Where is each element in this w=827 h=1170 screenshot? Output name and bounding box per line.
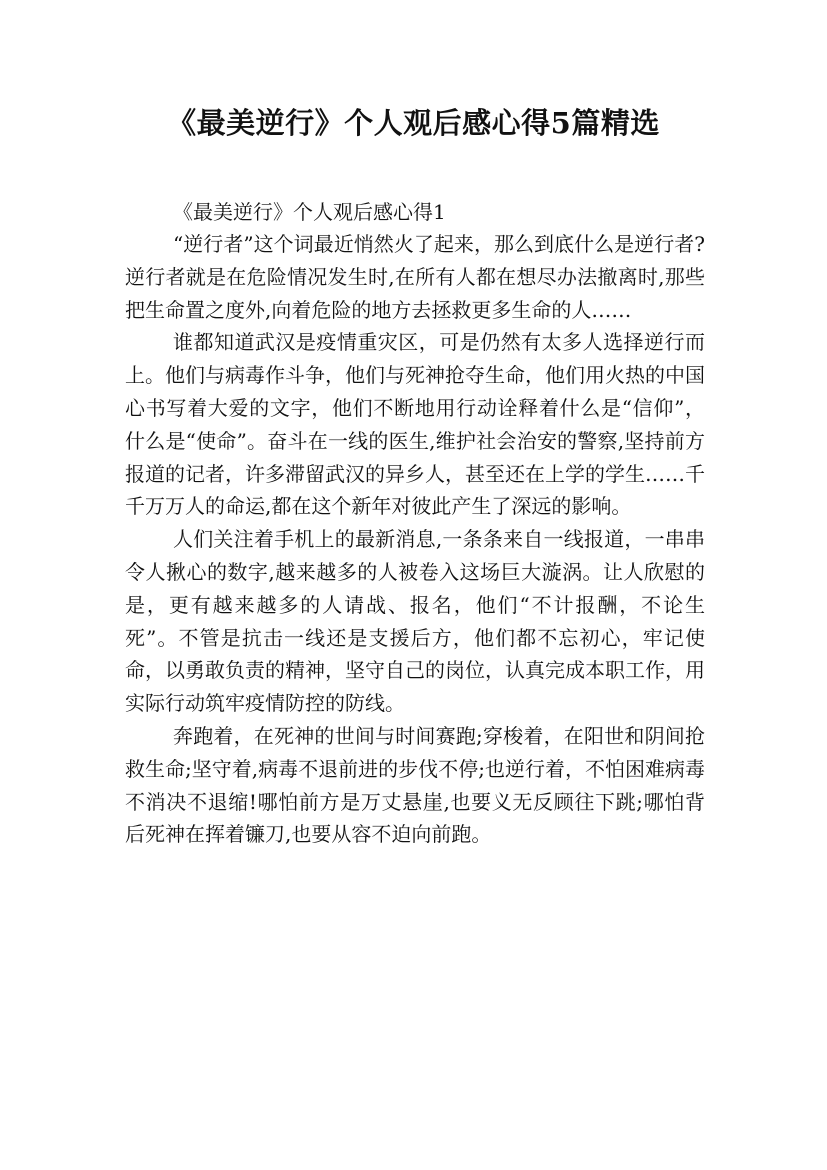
paragraph: 谁都知道武汉是疫情重灾区，可是仍然有太多人选择逆行而上。他们与病毒作斗争，他们与死神抢夺生命，他们用火热的中国心书写着大爱的文字，他们不断地用行动诠释着什么是“信仰”，什么是“使命”。奋斗在一线的医生,维护社会治安的警察,坚持前方报道的记者，许多滞留武汉的异乡人，甚至还在上学的学生……千千万万人的命运,都在这个新年对彼此产生了深远的影响。	[125, 330, 705, 519]
paragraph: 人们关注着手机上的最新消息,一条条来自一线报道，一串串令人揪心的数字,越来越多的人被卷入这场巨大漩涡。让人欣慰的是，更有越来越多的人请战、报名，他们“不计报酬，不论生死”。不管是抗击一线还是支援后方，他们都不忘初心，牢记使命，以勇敢负责的精神，坚守自己的岗位，认真完成本职工作，用实际行动筑牢疫情防控的防线。	[125, 527, 705, 716]
paragraph: 奔跑着，在死神的世间与时间赛跑;穿梭着，在阳世和阴间抢救生命;坚守着,病毒不退前进的步伐不停;也逆行着，不怕困难病毒不消决不退缩!哪怕前方是万丈悬崖,也要义无反顾往下跳;哪怕背后死神在挥着镰刀,也要从容不迫向前跑。	[125, 723, 705, 847]
section-heading: 《最美逆行》个人观后感心得1	[173, 200, 446, 224]
document-body	[125, 196, 705, 851]
paragraph: “逆行者”这个词最近悄然火了起来，那么到底什么是逆行者?逆行者就是在危险情况发生时,在所有人都在想尽办法撤离时,那些把生命置之度外,向着危险的地方去拯救更多生命的人……	[125, 232, 705, 322]
document-title: 《最美逆行》个人观后感心得5篇精选	[167, 106, 660, 140]
